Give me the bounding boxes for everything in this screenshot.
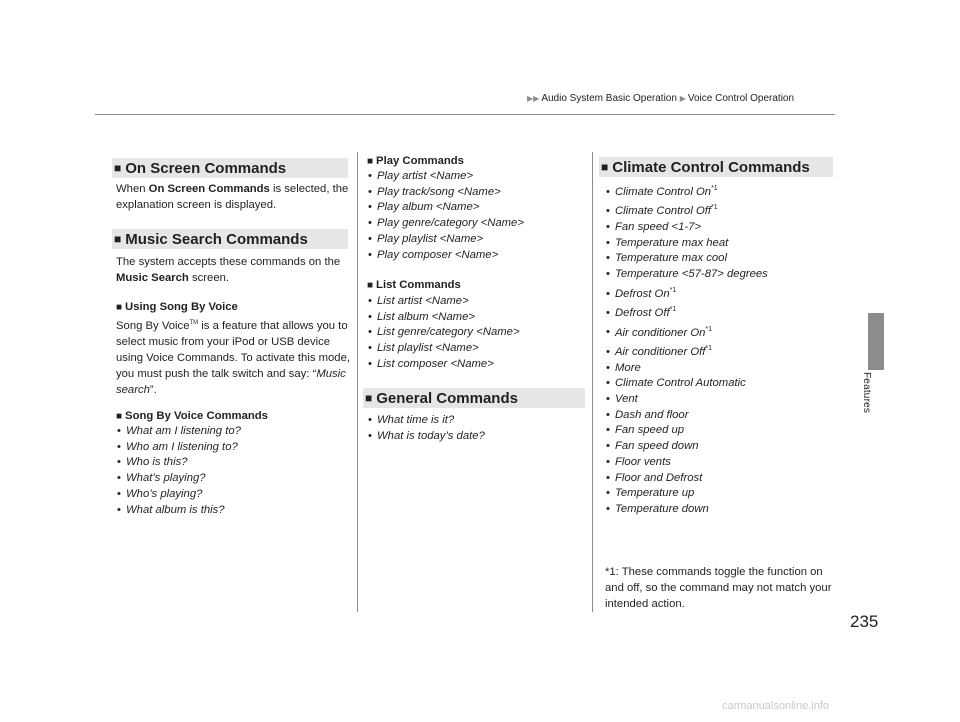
bullet-icon: •	[368, 217, 372, 230]
list-item	[606, 302, 768, 321]
list-item	[606, 502, 768, 518]
list-item-text: Fan speed down	[615, 440, 699, 453]
side-tab-label: Features	[861, 372, 872, 414]
list-item	[606, 392, 768, 408]
list-item	[368, 357, 520, 373]
list-item-text: Dash and floor	[615, 408, 689, 421]
climate-footnote: *1: These commands toggle the function on and off, so the command may not match your intended action.	[605, 566, 832, 610]
square-bullet-icon: ■	[601, 160, 609, 174]
bullet-icon: •	[606, 268, 610, 281]
bullet-icon: •	[606, 408, 610, 421]
list-item-text: List album <Name>	[377, 310, 475, 323]
bullet-icon: •	[606, 471, 610, 484]
bullet-icon: •	[368, 295, 372, 307]
bullet-icon: •	[117, 456, 121, 469]
list-item	[117, 471, 241, 487]
list-item-text: Vent	[615, 393, 638, 406]
breadcrumb	[527, 93, 794, 104]
list-item	[368, 429, 485, 445]
list-command-list	[368, 294, 520, 373]
bullet-icon: •	[606, 361, 610, 374]
section-heading-on-screen: ■ On Screen Commands	[112, 158, 348, 178]
bullet-icon: •	[368, 185, 372, 198]
breadcrumb-parent[interactable]: Audio System Basic Operation	[541, 93, 677, 104]
sbv-command-list	[117, 424, 241, 518]
square-bullet-icon: ■	[367, 156, 374, 167]
list-item-text: Play playlist <Name>	[377, 232, 484, 245]
list-item-text: Temperature max cool	[615, 252, 727, 265]
list-item	[117, 487, 241, 503]
bullet-icon: •	[606, 326, 610, 339]
bullet-icon: •	[606, 440, 610, 453]
footnote-ref: *1	[669, 286, 677, 294]
list-item	[606, 408, 768, 424]
music-search-paragraph: The system accepts these commands on the Music Search screen.	[116, 256, 341, 284]
footnote-ref: *1	[669, 306, 677, 314]
list-item	[368, 232, 524, 248]
list-item	[368, 248, 524, 264]
list-item	[606, 181, 768, 200]
bullet-icon: •	[606, 287, 610, 300]
list-item	[606, 423, 768, 439]
bullet-icon: •	[606, 236, 610, 249]
subheading-song-by-voice: ■ Using Song By Voice	[116, 301, 238, 313]
subheading-sbv-commands: ■ Song By Voice Commands	[116, 410, 268, 422]
bullet-icon: •	[117, 425, 121, 437]
square-bullet-icon: ■	[365, 391, 373, 405]
bullet-icon: •	[606, 185, 610, 198]
bullet-icon: •	[606, 377, 610, 390]
list-item-text: Temperature up	[615, 487, 695, 500]
bullet-icon: •	[368, 170, 372, 182]
list-item	[368, 169, 524, 185]
list-item	[606, 267, 768, 283]
list-item	[368, 185, 524, 201]
list-item	[368, 413, 485, 429]
list-item-text: What album is this?	[126, 503, 225, 516]
list-item-text: Floor vents	[615, 455, 671, 468]
list-item	[606, 439, 768, 455]
list-item	[606, 283, 768, 302]
list-item	[368, 325, 520, 341]
bullet-icon: •	[368, 429, 372, 442]
list-item	[368, 341, 520, 357]
list-item	[606, 471, 768, 487]
list-item	[368, 200, 524, 216]
list-item-text: Temperature max heat	[615, 236, 729, 249]
list-item	[368, 294, 520, 310]
list-item-text: Play album <Name>	[377, 201, 480, 214]
list-item	[606, 361, 768, 377]
bullet-icon: •	[368, 326, 372, 339]
list-item-text: Play genre/category <Name>	[377, 217, 524, 230]
list-item	[117, 440, 241, 456]
list-item-text: Play artist <Name>	[377, 170, 474, 182]
square-bullet-icon: ■	[116, 302, 123, 313]
bullet-icon: •	[368, 201, 372, 214]
list-item-text: List composer <Name>	[377, 357, 494, 370]
bullet-icon: •	[117, 503, 121, 516]
list-item	[606, 200, 768, 219]
on-screen-paragraph: When On Screen Commands is selected, the explanation screen is displayed.	[116, 183, 349, 211]
list-item-text: Fan speed up	[615, 424, 685, 437]
list-item-text: Fan speed <1-7>	[615, 220, 702, 233]
footnote-ref: *1	[711, 204, 718, 212]
subheading-play-commands: ■ Play Commands	[367, 155, 464, 167]
bullet-icon: •	[606, 455, 610, 468]
list-item	[606, 322, 768, 341]
list-item-text: Climate Control On	[615, 185, 712, 198]
bullet-icon: •	[606, 502, 610, 515]
breadcrumb-arrow-icon: ▶	[679, 94, 686, 103]
list-item	[606, 341, 768, 360]
bullet-icon: •	[606, 220, 610, 233]
list-item-text: More	[615, 361, 641, 374]
list-item-text: Climate Control Off	[615, 205, 712, 218]
bullet-icon: •	[606, 205, 610, 218]
list-item	[368, 310, 520, 326]
list-item	[606, 455, 768, 471]
footnote-ref: *1	[705, 325, 713, 333]
play-command-list	[368, 169, 524, 263]
list-item	[117, 455, 241, 471]
list-item-text: Defrost On	[615, 287, 670, 300]
list-item	[117, 503, 241, 519]
bullet-icon: •	[606, 393, 610, 406]
header-rule	[95, 114, 835, 115]
bullet-icon: •	[606, 306, 610, 319]
column-divider	[357, 152, 358, 612]
bullet-icon: •	[117, 472, 121, 485]
footnote-ref: *1	[711, 185, 718, 192]
bullet-icon: •	[368, 248, 372, 261]
list-item-text: Air conditioner Off	[615, 345, 706, 358]
column-divider	[592, 152, 593, 612]
list-item	[606, 486, 768, 502]
square-bullet-icon: ■	[116, 411, 123, 422]
list-item	[117, 424, 241, 440]
square-bullet-icon: ■	[367, 280, 374, 291]
bullet-icon: •	[368, 357, 372, 370]
list-item-text: List artist <Name>	[377, 295, 469, 307]
list-item-text: Floor and Defrost	[615, 471, 703, 484]
list-item-text: Who am I listening to?	[126, 440, 238, 453]
breadcrumb-current: Voice Control Operation	[687, 93, 795, 104]
square-bullet-icon: ■	[114, 232, 122, 246]
section-tab-marker	[868, 313, 884, 370]
list-item	[606, 251, 768, 267]
watermark: carmanualsonline.info	[722, 700, 830, 712]
page-number: 235	[850, 612, 879, 631]
list-item-text: Play composer <Name>	[377, 248, 499, 261]
footnote-ref: *1	[705, 345, 713, 353]
list-item-text: Climate Control Automatic	[615, 377, 746, 390]
list-item-text: Play track/song <Name>	[377, 185, 501, 198]
general-command-list	[368, 413, 485, 444]
bullet-icon: •	[606, 252, 610, 265]
bullet-icon: •	[117, 487, 121, 500]
list-item-text: Who’s playing?	[126, 487, 203, 500]
list-item-text: What am I listening to?	[126, 425, 241, 437]
subheading-list-commands: ■ List Commands	[367, 279, 461, 291]
list-item	[606, 376, 768, 392]
list-item-text: What’s playing?	[126, 472, 206, 485]
list-item-text: List playlist <Name>	[377, 342, 479, 355]
square-bullet-icon: ■	[114, 161, 122, 175]
list-item-text: Defrost Off	[615, 306, 670, 319]
list-item	[606, 220, 768, 236]
breadcrumb-arrow-icon: ▶▶	[527, 94, 540, 103]
section-heading-climate: ■ Climate Control Commands	[599, 157, 833, 177]
bullet-icon: •	[368, 310, 372, 323]
bullet-icon: •	[606, 424, 610, 437]
list-item-text: Temperature <57-87> degrees	[615, 268, 768, 281]
bullet-icon: •	[368, 342, 372, 355]
song-by-voice-paragraph: Song By Voice™ is a feature that allows you to select music from your iPod or USB device using Voice Commands. To activate this mode, you must push the talk switch and say: “Music search”.	[116, 319, 351, 396]
list-item-text: What is today’s date?	[377, 429, 485, 442]
section-heading-general: ■ General Commands	[363, 388, 585, 408]
list-item-text: What time is it?	[377, 414, 455, 426]
list-item-text: Air conditioner On	[615, 326, 706, 339]
bullet-icon: •	[117, 440, 121, 453]
list-item	[606, 236, 768, 252]
list-item-text: Who is this?	[126, 456, 188, 469]
list-item-text: Temperature down	[615, 502, 709, 515]
bullet-icon: •	[606, 345, 610, 358]
climate-command-list	[606, 181, 768, 518]
bullet-icon: •	[606, 487, 610, 500]
bullet-icon: •	[368, 232, 372, 245]
list-item-text: List genre/category <Name>	[377, 326, 520, 339]
list-item	[368, 216, 524, 232]
section-heading-music-search: ■ Music Search Commands	[112, 229, 348, 249]
bullet-icon: •	[368, 414, 372, 426]
